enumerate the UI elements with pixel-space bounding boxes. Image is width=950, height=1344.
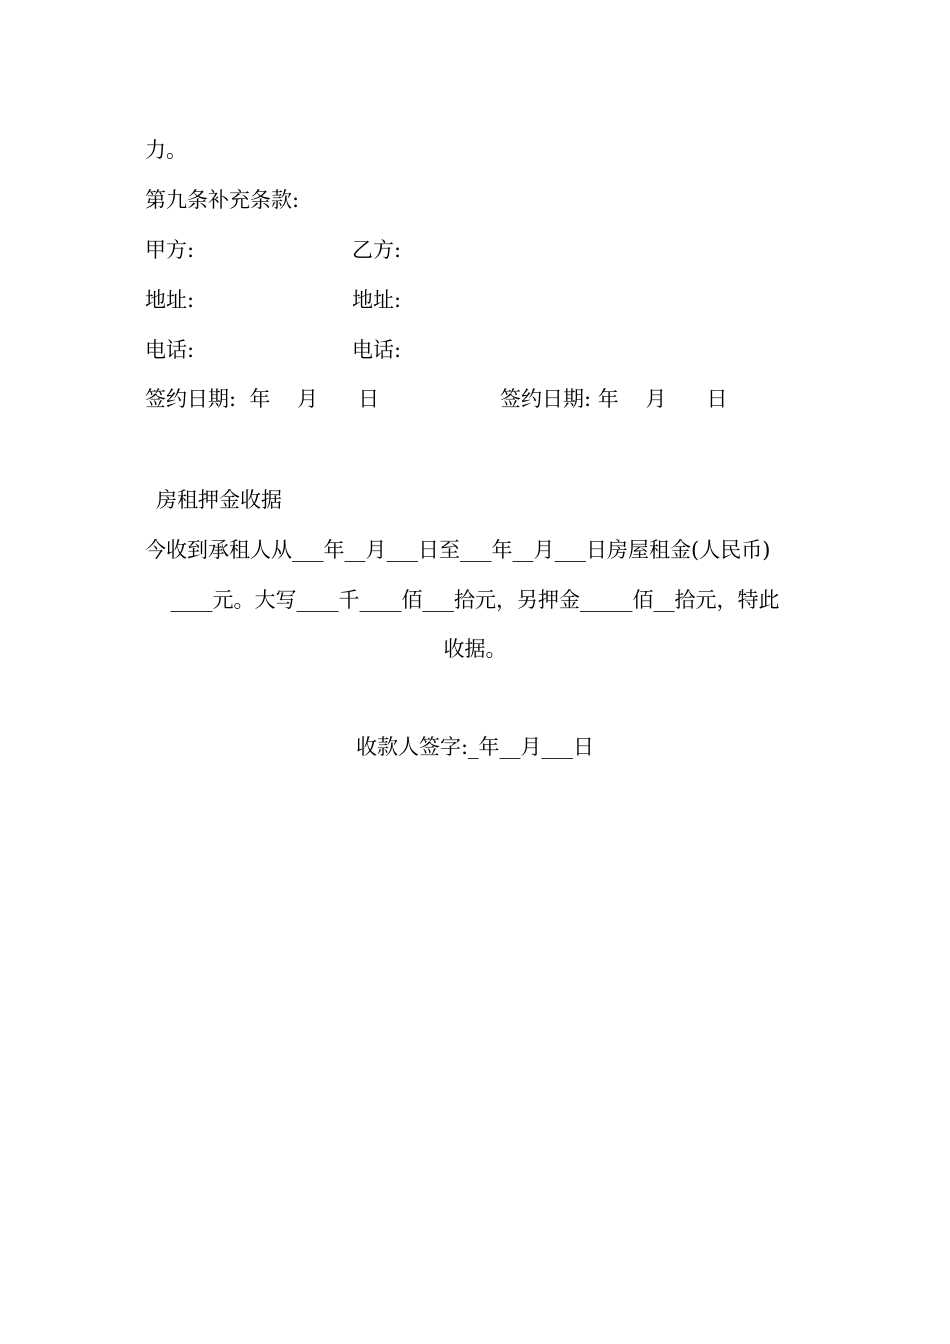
address-a-label: 地址: xyxy=(145,288,195,312)
receipt-title: 房租押金收据 xyxy=(156,488,282,512)
receipt-line-2: ____元。大写____千____佰___拾元，另押金_____佰__拾元，特此 xyxy=(170,588,780,612)
party-b-label: 乙方: xyxy=(352,238,402,262)
article-9-heading: 第九条补充条款: xyxy=(145,188,300,212)
phone-b-label: 电话: xyxy=(352,338,402,362)
sign-date-b: 签约日期: 年 月 日 xyxy=(500,387,728,411)
receipt-line-1: 今收到承租人从___年__月___日至___年__月___日房屋租金(人民币) xyxy=(145,538,771,562)
paragraph-continuation: 力。 xyxy=(145,138,187,162)
address-b-label: 地址: xyxy=(352,288,402,312)
sign-date-a: 签约日期: 年 月 日 xyxy=(145,387,380,411)
party-a-label: 甲方: xyxy=(145,238,195,262)
phone-a-label: 电话: xyxy=(145,338,195,362)
payee-signature-line: 收款人签字:_年__月___日 xyxy=(355,735,595,759)
receipt-line-3: 收据。 xyxy=(443,637,507,661)
